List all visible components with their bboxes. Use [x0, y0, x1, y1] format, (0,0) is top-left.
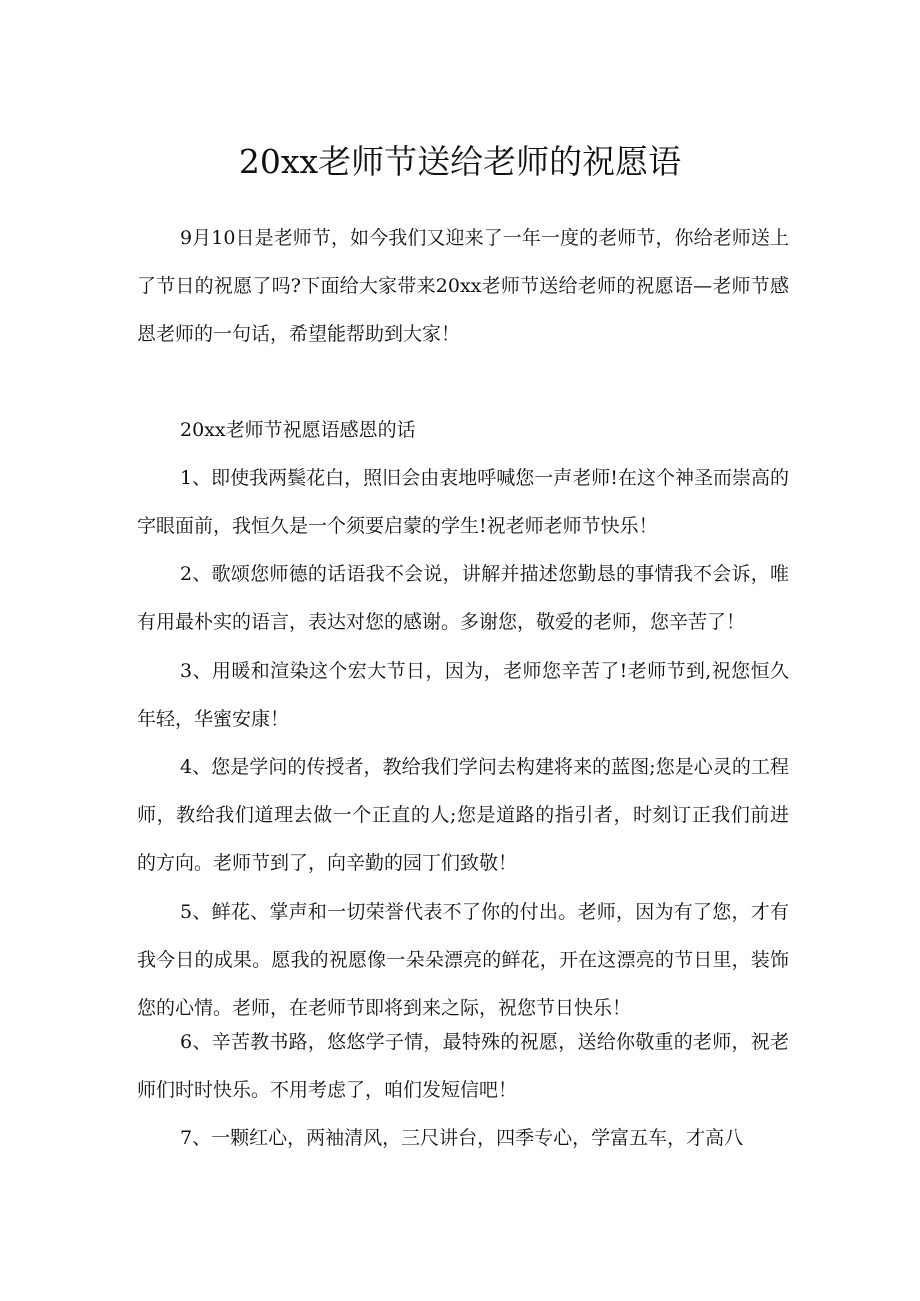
section-heading: 20xx老师节祝愿语感恩的话: [180, 419, 416, 441]
intro-paragraph: 9月10日是老师节，如今我们又迎来了一年一度的老师节，你给老师送上了节日的祝愿了吗?下面给大家带来20xx老师节送给老师的祝愿语—老师节感恩老师的一句话，希望能帮助到大家！: [137, 227, 789, 345]
document-title: 20xx老师节送给老师的祝愿语: [238, 142, 682, 181]
list-item-2: 2、歌颂您师德的话语我不会说，讲解并描述您勤恳的事情我不会诉，唯有用最朴实的语言，表达对您的感谢。多谢您，敬爱的老师，您辛苦了！: [137, 563, 789, 633]
list-item-1: 1、即使我两鬓花白，照旧会由衷地呼喊您一声老师!在这个神圣而崇高的字眼面前，我恒久是一个须要启蒙的学生!祝老师老师节快乐！: [137, 467, 789, 537]
list-item-6: 6、辛苦教书路，悠悠学子情，最特殊的祝愿，送给你敬重的老师，祝老师们时时快乐。不用考虑了，咱们发短信吧！: [137, 1031, 789, 1101]
list-item-3: 3、用暖和渲染这个宏大节日，因为，老师您辛苦了!老师节到,祝您恒久年轻，华蜜安康！: [137, 660, 789, 730]
list-item-4: 4、您是学问的传授者，教给我们学问去构建将来的蓝图;您是心灵的工程师，教给我们道理去做一个正直的人;您是道路的指引者，时刻订正我们前进的方向。老师节到了，向辛勤的园丁们致敬！: [137, 756, 789, 874]
list-item-5: 5、鲜花、掌声和一切荣誉代表不了你的付出。老师，因为有了您，才有我今日的成果。愿我的祝愿像一朵朵漂亮的鲜花，开在这漂亮的节日里，装饰您的心情。老师，在老师节即将到来之际，祝您节日快乐！: [137, 901, 789, 1019]
list-item-7: 7、一颗红心，两袖清风，三尺讲台，四季专心，学富五车，才高八: [180, 1127, 744, 1149]
